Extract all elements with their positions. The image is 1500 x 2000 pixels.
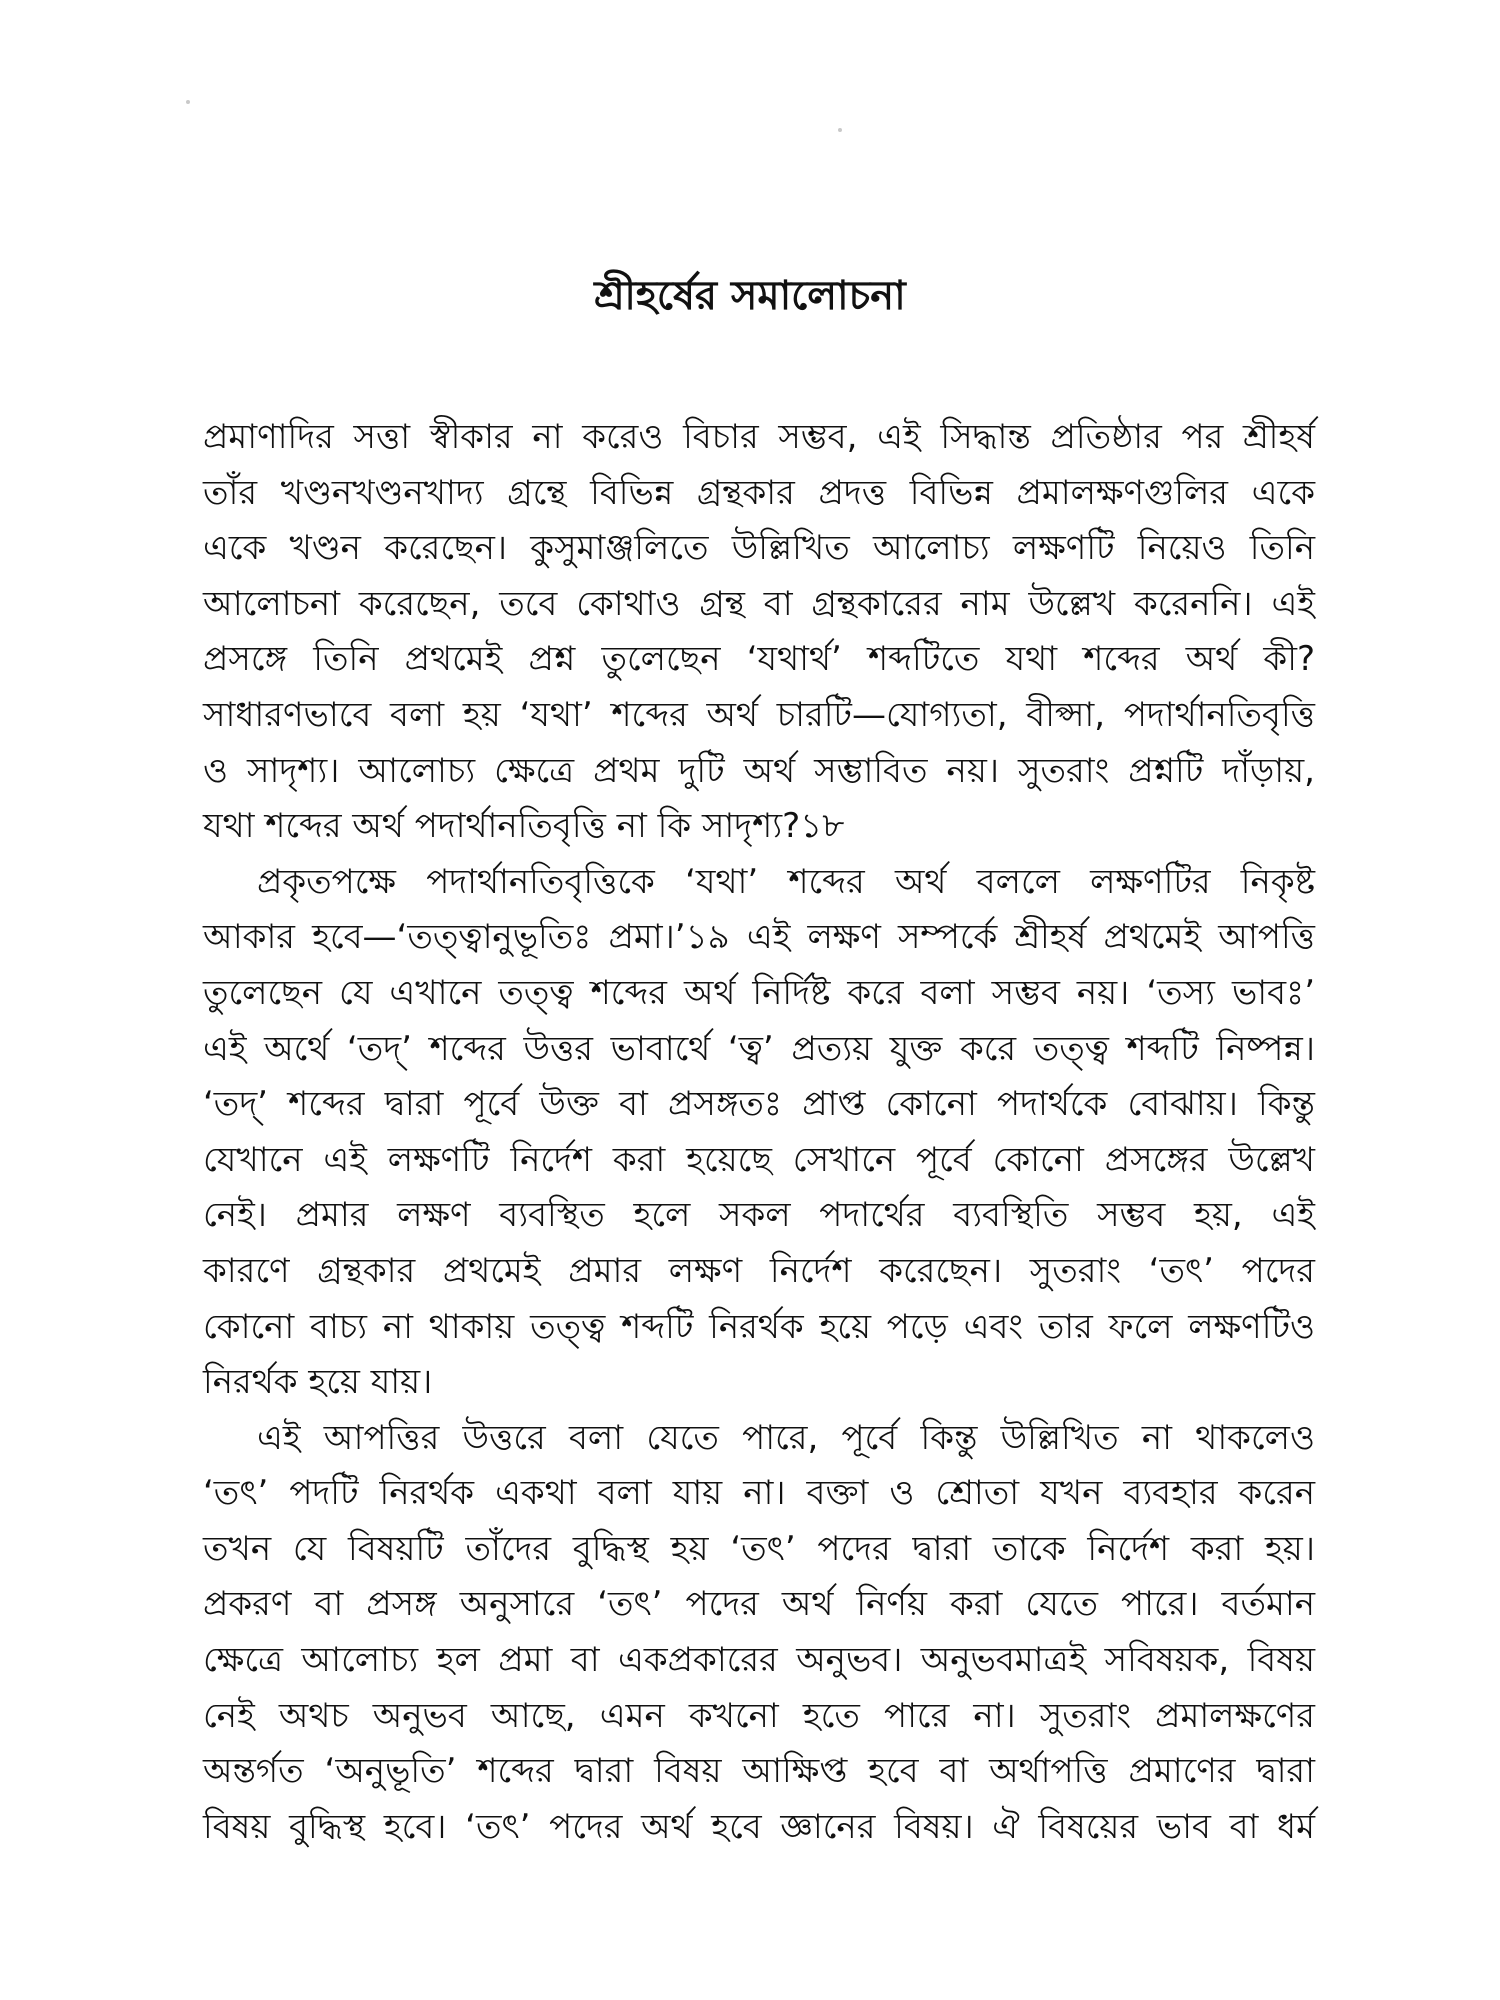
text-line: একে খণ্ডন করেছেন। কুসুমাঞ্জলিতে উল্লিখিত আলোচ্য লক্ষণটি নিয়েও তিনি [203, 528, 1315, 569]
text-line: তুলেছেন যে এখানে তত্ত্ব শব্দের অর্থ নির্দিষ্ট করে বলা সম্ভব নয়। ‘তস্য ভাবঃ’ [203, 972, 1315, 1013]
paragraph-2 [203, 855, 1315, 1411]
paragraph-3 [203, 1411, 1315, 1856]
text-line: বিষয় বুদ্ধিস্থ হবে। ‘তৎ’ পদের অর্থ হবে জ্ঞানের বিষয়। ঐ বিষয়ের ভাব বা ধর্ম [203, 1806, 1315, 1847]
text-line: ‘তৎ’ পদটি নিরর্থক একথা বলা যায় না। বক্তা ও শ্রোতা যখন ব্যবহার করেন [203, 1473, 1315, 1514]
body-text [203, 410, 1315, 1855]
page-speck [838, 128, 842, 132]
text-line: প্রকৃতপক্ষে পদার্থানতিবৃত্তিকে ‘যথা’ শব্দের অর্থ বললে লক্ষণটির নিকৃষ্ট [257, 861, 1315, 902]
text-line: এই অর্থে ‘তদ্’ শব্দের উত্তর ভাবার্থে ‘ত্ব’ প্রত্যয় যুক্ত করে তত্ত্ব শব্দটি নিষ্পন্ন। [203, 1028, 1315, 1069]
text-line: যথা শব্দের অর্থ পদার্থানতিবৃত্তি না কি সাদৃশ্য?১৮ [203, 806, 845, 847]
text-line: তাঁর খণ্ডনখণ্ডনখাদ্য গ্রন্থে বিভিন্ন গ্রন্থকার প্রদত্ত বিভিন্ন প্রমালক্ষণগুলির একে [203, 472, 1315, 513]
text-line: ও সাদৃশ্য। আলোচ্য ক্ষেত্রে প্রথম দুটি অর্থ সম্ভাবিত নয়। সুতরাং প্রশ্নটি দাঁড়ায়, [203, 750, 1315, 791]
text-line: ক্ষেত্রে আলোচ্য হল প্রমা বা একপ্রকারের অনুভব। অনুভবমাত্রই সবিষয়ক, বিষয় [203, 1640, 1315, 1681]
page-speck [186, 100, 190, 104]
text-line: নিরর্থক হয়ে যায়। [203, 1362, 433, 1403]
text-line: কোনো বাচ্য না থাকায় তত্ত্ব শব্দটি নিরর্থক হয়ে পড়ে এবং তার ফলে লক্ষণটিও [203, 1306, 1315, 1347]
page-heading: শ্রীহর্ষের সমালোচনা [594, 273, 906, 319]
text-line: নেই অথচ অনুভব আছে, এমন কখনো হতে পারে না। সুতরাং প্রমালক্ষণের [203, 1695, 1315, 1736]
text-line: আকার হবে—‘তত্ত্বানুভূতিঃ প্রমা।’১৯ এই লক্ষণ সম্পর্কে শ্রীহর্ষ প্রথমেই আপত্তি [203, 917, 1315, 958]
text-line: ‘তদ্’ শব্দের দ্বারা পূর্বে উক্ত বা প্রসঙ্গতঃ প্রাপ্ত কোনো পদার্থকে বোঝায়। কিন্তু [203, 1084, 1315, 1125]
paragraph-1 [203, 410, 1315, 855]
text-line: প্রসঙ্গে তিনি প্রথমেই প্রশ্ন তুলেছেন ‘যথার্থ’ শব্দটিতে যথা শব্দের অর্থ কী? [203, 639, 1315, 680]
text-line: আলোচনা করেছেন, তবে কোথাও গ্রন্থ বা গ্রন্থকারের নাম উল্লেখ করেননি। এই [203, 583, 1315, 624]
text-line: প্রমাণাদির সত্তা স্বীকার না করেও বিচার সম্ভব, এই সিদ্ধান্ত প্রতিষ্ঠার পর শ্রীহর্ষ [203, 417, 1315, 457]
text-line: এই আপত্তির উত্তরে বলা যেতে পারে, পূর্বে কিন্তু উল্লিখিত না থাকলেও [257, 1417, 1315, 1458]
text-line: যেখানে এই লক্ষণটি নির্দেশ করা হয়েছে সেখানে পূর্বে কোনো প্রসঙ্গের উল্লেখ [203, 1139, 1315, 1180]
text-line: নেই। প্রমার লক্ষণ ব্যবস্থিত হলে সকল পদার্থের ব্যবস্থিতি সম্ভব হয়, এই [203, 1195, 1315, 1236]
text-line: প্রকরণ বা প্রসঙ্গ অনুসারে ‘তৎ’ পদের অর্থ নির্ণয় করা যেতে পারে। বর্তমান [203, 1584, 1315, 1625]
text-line: তখন যে বিষয়টি তাঁদের বুদ্ধিস্থ হয় ‘তৎ’ পদের দ্বারা তাকে নির্দেশ করা হয়। [203, 1528, 1315, 1569]
text-line: কারণে গ্রন্থকার প্রথমেই প্রমার লক্ষণ নির্দেশ করেছেন। সুতরাং ‘তৎ’ পদের [203, 1250, 1315, 1291]
text-line: অন্তর্গত ‘অনুভূতি’ শব্দের দ্বারা বিষয় আক্ষিপ্ত হবে বা অর্থাপত্তি প্রমাণের দ্বারা [203, 1751, 1315, 1792]
text-line: সাধারণভাবে বলা হয় ‘যথা’ শব্দের অর্থ চারটি—যোগ্যতা, বীপ্সা, পদার্থানতিবৃত্তি [203, 694, 1315, 735]
